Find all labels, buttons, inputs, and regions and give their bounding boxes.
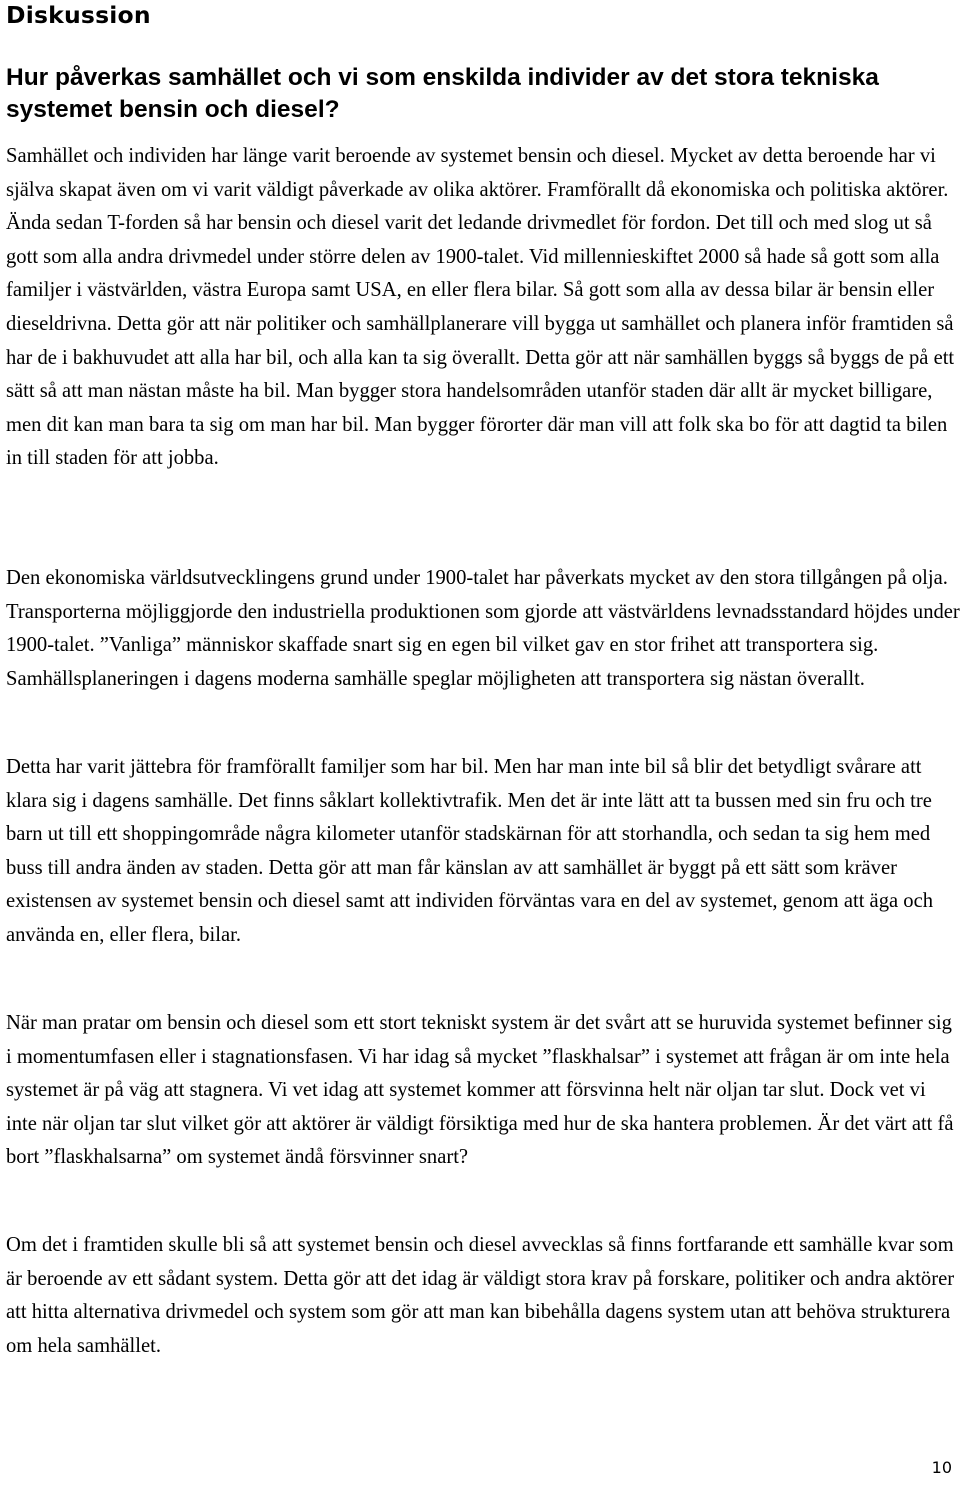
paragraph-text: Samhället och individen har länge varit beroende av systemet bensin och diesel. Mycket av detta beroende har vi själva skapat även om vi varit väldigt påverkade av olika aktörer. Framförallt då ekonomiska och politiska aktörer. Ända sedan T-forden så har bensin och diesel varit det ledande drivmedlet för fordon. Det till och med slog ut så gott som alla andra drivmedel under större delen av 1900-talet. Vid millennieskiftet 2000 så hade så gott som alla familjer i västvärlden, västra Europa samt USA, en eller flera bilar. Så gott som alla av dessa bilar är bensin eller dieseldrivna. Detta gör att när politiker och samhällplanerare vill bygga ut samhället och planera inför framtiden så har de i bakhuvudet att alla har bil, och alla kan ta sig överallt. Detta gör att när samhällen byggs så byggs de på ett sätt så att man nästan måste ha bil. Man bygger stora handelsområden utanför staden där allt är mycket billigare, men dit kan man bara ta sig om man har bil. Man bygger förorter där man vill att folk ska bo för att dagtid ta bilen in till staden för att jobba. <box>6 145 955 470</box>
paragraph-text: Den ekonomiska världsutvecklingens grund under 1900-talet har påverkats mycket av den stora tillgången på olja. Transporterna möjliggjorde den industriella produktionen som gjorde att västvärldens levnadsstandard höjdes under 1900-talet. ”Vanliga” människor skaffade snart sig en egen bil vilket gav en stor frihet att transportera sig. Samhällsplaneringen i dagens moderna samhälle speglar möjligheten att transportera sig nästan överallt. <box>6 567 960 690</box>
paragraph-text: När man pratar om bensin och diesel som ett stort tekniskt system är det svårt att se huruvida systemet befinner sig i momentumfasen eller i stagnationsfasen. Vi har idag så mycket ”flaskhalsar” i systemet att frågan är om inte hela systemet är på väg att stagnera. Vi vet idag att systemet kommer att försvinna helt när oljan tar slut. Dock vet vi inte när oljan tar slut vilket gör att aktörer är väldigt försiktiga med hur de ska hantera problemen. Är det värt att få bort ”flaskhalsarna” om systemet ändå försvinner snart? <box>6 1012 954 1169</box>
paragraph-text: Detta har varit jättebra för framförallt familjer som har bil. Men har man inte bil så blir det betydligt svårare att klara sig i dagens samhälle. Det finns såklart kollektivtrafik. Men det är inte lätt att ta bussen med sin fru och tre barn ut till ett shoppingområde några kilometer utanför stadskärnan för att storhandla, och sedan ta sig hem med buss till andra änden av staden. Detta gör att man får känslan av att samhället är byggt på ett sätt som kräver existensen av systemet bensin och diesel samt att individen förväntas vara en del av systemet, genom att äga och använda en, eller flera, bilar. <box>6 756 934 946</box>
section-heading: Diskussion <box>6 1 151 29</box>
paragraph-2 <box>6 562 960 696</box>
paragraph-1 <box>6 140 960 476</box>
paragraph-text: Om det i framtiden skulle bli så att systemet bensin och diesel avvecklas så finns fortfarande ett samhälle kvar som är beroende av ett sådant system. Detta gör att det idag är väldigt stora krav på forskare, politiker och andra aktörer att hitta alternativa drivmedel och system som gör att man kan bibehålla dagens system utan att behöva strukturera om hela samhället. <box>6 1234 955 1357</box>
paragraph-4 <box>6 1007 960 1175</box>
page-number: 10 <box>931 1458 952 1477</box>
paragraph-5 <box>6 1229 960 1363</box>
research-question: Hur påverkas samhället och vi som enskilda individer av det stora tekniska systemet bensin och diesel? <box>6 64 879 123</box>
paragraph-3 <box>6 751 960 953</box>
